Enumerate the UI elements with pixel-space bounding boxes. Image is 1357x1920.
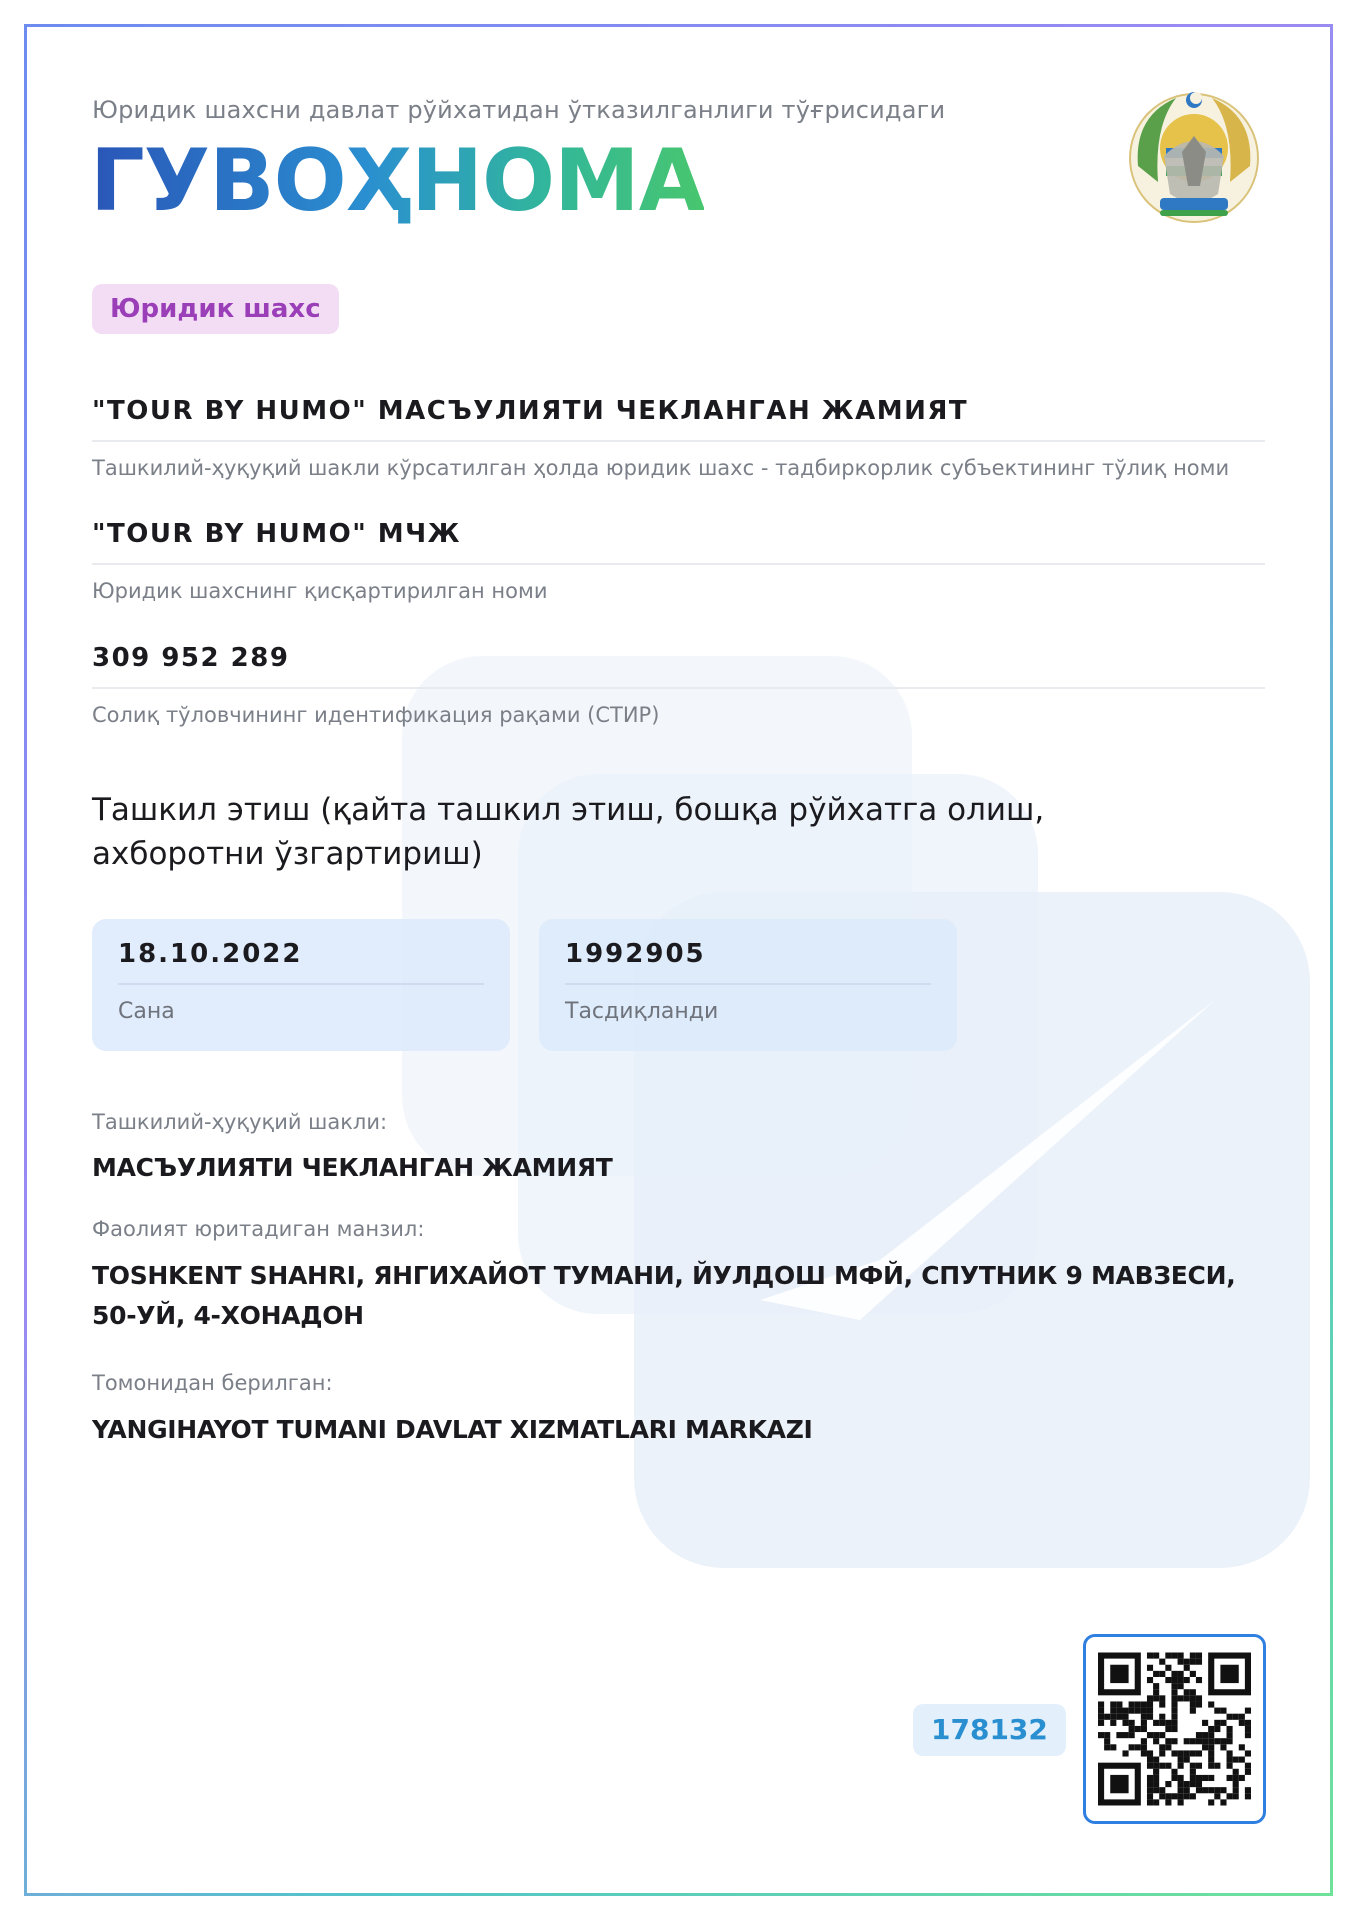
date-card	[92, 919, 510, 1051]
approval-label: Тасдиқланди	[565, 999, 719, 1024]
entity-type-badge: Юридик шахс	[92, 284, 339, 334]
approval-value: 1992905	[565, 939, 931, 985]
legal-form-value: МАСЪУЛИЯТИ ЧЕКЛАНГАН ЖАМИЯТ	[92, 1153, 613, 1182]
approval-card	[539, 919, 957, 1051]
short-name-field	[92, 519, 1265, 603]
tax-id-value: 309 952 289	[92, 643, 1265, 689]
full-name-label: Ташкилий-ҳуқуқий шакли кўрсатилган ҳолда юридик шахс - тадбиркорлик субъектининг тўлиқ номи	[92, 456, 1230, 480]
legal-form-label: Ташкилий-ҳуқуқий шакли:	[92, 1110, 388, 1134]
qr-code-box[interactable]	[1083, 1634, 1266, 1824]
short-name-value: "TOUR BY HUMO" МЧЖ	[92, 519, 1265, 565]
address-label: Фаолият юритадиган манзил:	[92, 1217, 425, 1241]
registration-section-title: Ташкил этиш (қайта ташкил этиш, бошқа рўйхатга олиш, ахборотни ўзгартириш)	[92, 792, 1045, 872]
full-name-value: "TOUR BY HUMO" МАСЪУЛИЯТИ ЧЕКЛАНГАН ЖАМИЯТ	[92, 396, 1265, 442]
document-subtitle: Юридик шахсни давлат рўйхатидан ўтказилганлиги тўғрисидаги	[92, 96, 946, 124]
address-value: TOSHKENT SHAHRI, ЯНГИХАЙОТ ТУМАНИ, ЙУЛДОШ МФЙ, СПУТНИК 9 МАВЗЕСИ, 50-УЙ, 4-ХОНАДОН	[92, 1261, 1236, 1330]
tax-id-label: Солиқ тўловчининг идентификация рақами (СТИР)	[92, 703, 660, 727]
date-value: 18.10.2022	[118, 939, 484, 985]
short-name-label: Юридик шахснинг қисқартирилган номи	[92, 579, 548, 603]
uzbekistan-emblem-icon	[1124, 86, 1264, 228]
issuer-label: Томонидан берилган:	[92, 1371, 333, 1395]
date-label: Сана	[118, 999, 175, 1024]
document-title: ГУВОҲНОМА	[90, 131, 705, 231]
full-name-field	[92, 396, 1265, 480]
issuer-value: YANGIHAYOT TUMANI DAVLAT XIZMATLARI MARKAZI	[92, 1415, 813, 1444]
serial-number-badge: 178132	[913, 1704, 1066, 1756]
tax-id-field	[92, 643, 1265, 727]
qr-code-icon	[1098, 1649, 1251, 1809]
